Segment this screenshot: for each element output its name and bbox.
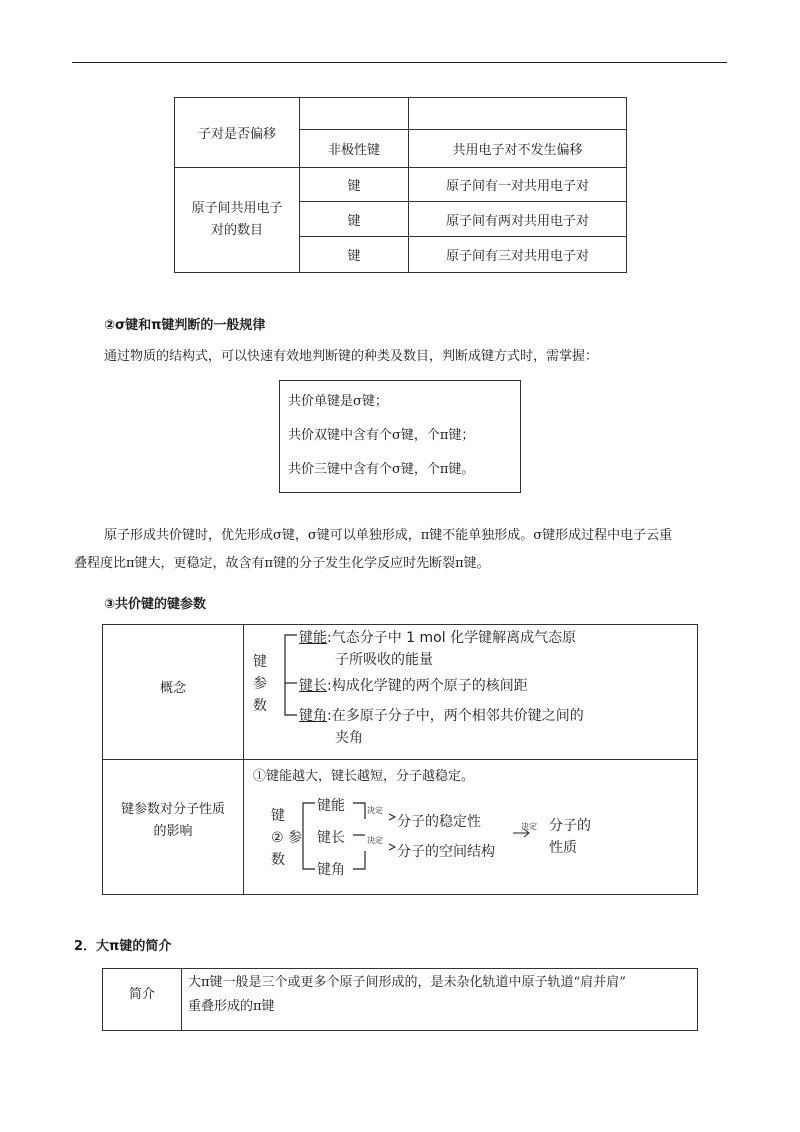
diagram1-left-label [253, 651, 267, 717]
sigma-pi-rule-heading: ②σ键和π键判断的一般规律 [104, 318, 266, 333]
bond-parameters-heading: ③共价键的键参数 [104, 597, 207, 612]
intro-text [182, 969, 698, 1031]
cell-three-pairs: 原子间有三对共用电子对 [409, 237, 627, 273]
diagram1-item3-cont: 夹角 [335, 730, 363, 746]
result-molecule: 分子的 [549, 818, 591, 834]
text-bond-energy: 气态分子中 1 mol 化学键解离成气态原 [331, 630, 577, 646]
large-pi-heading: 2．大π键的简介 [74, 939, 172, 954]
char-shu: 数 [253, 698, 267, 714]
diagram1-item1-cont: 子所吸收的能量 [335, 652, 433, 668]
char2-can: 参 [288, 830, 303, 846]
cell-pair-count [175, 168, 300, 273]
term2-bond-energy: 键能 [317, 798, 345, 814]
result-structure: 分子的空间结构 [397, 844, 495, 860]
rule-double-bond: 共价双键中含有个σ键，个π键； [288, 428, 475, 443]
rule-triple-bond: 共价三键中含有个σ键，个π键。 [288, 462, 475, 477]
header-rule [72, 62, 727, 63]
pair-count-line1: 原子间共用电子 [191, 201, 283, 216]
point2-number: ② [271, 830, 284, 846]
sigma-pi-intro: 通过物质的结构式，可以快速有效地判断键的种类及数目，判断成键方式时，需掌握： [104, 349, 599, 364]
char-jian: 键 [253, 654, 267, 670]
cell-no-shift: 共用电子对不发生偏移 [409, 130, 627, 168]
cell-two-pairs: 原子间有两对共用电子对 [409, 202, 627, 237]
result-stability: 分子的稳定性 [397, 814, 481, 830]
effect-label-line2: 的影响 [153, 824, 193, 839]
term2-bond-angle: 键角 [317, 862, 345, 878]
cell-triple-bond: 键 [300, 237, 409, 273]
term-bond-length: 键长 [299, 678, 327, 694]
decide-label-3: 决定 [521, 822, 537, 831]
bond-rules-box [279, 380, 521, 493]
bond-parameters-table [102, 624, 698, 895]
cell-empty-2 [409, 98, 627, 130]
effect-label-line1: 键参数对分子性质 [120, 802, 225, 817]
cell-nonpolar-bond: 非极性键 [300, 130, 409, 168]
cell-empty-1 [300, 98, 409, 130]
sigma-pi-paragraph-line2: 叠程度比π键大，更稳定，故含有π键的分子发生化学反应时先断裂π键。 [74, 556, 490, 571]
pair-count-line2: 对的数目 [210, 223, 263, 238]
term-bond-angle: 键角 [299, 708, 327, 724]
diagram1-item3: 键角:在多原子分子中，两个相邻共价键之间的 [299, 708, 584, 724]
cell-one-pair: 原子间有一对共用电子对 [409, 168, 627, 202]
cell-single-bond: 键 [300, 168, 409, 202]
cell-double-bond: 键 [300, 202, 409, 237]
diagram1-item1: 键能:气态分子中 1 mol 化学键解离成气态原 [299, 630, 577, 646]
char-can: 参 [253, 676, 267, 692]
text-bond-angle: 在多原子分子中，两个相邻共价键之间的 [331, 708, 584, 724]
rule-single-bond: 共价单键是σ键； [288, 394, 388, 409]
intro-text-line1: 大π键一般是三个或更多个原子间形成的，是未杂化轨道中原子轨道“肩并肩” [188, 975, 626, 990]
cell-shared-pair-shift: 子对是否偏移 [175, 98, 300, 168]
result-property: 性质 [549, 840, 577, 856]
intro-text-line2: 重叠形成的π键 [188, 999, 275, 1014]
intro-label: 简介 [103, 969, 182, 1031]
decide-label-2: 决定 [367, 836, 383, 845]
bond-classification-table [174, 97, 627, 273]
char2-jian: 键 [271, 808, 285, 824]
term-bond-energy: 键能 [299, 630, 327, 646]
char2-shu: 数 [271, 852, 285, 868]
sigma-pi-paragraph-line1: 原子形成共价键时，优先形成σ键，σ键可以单独形成，π键不能单独形成。σ键形成过程中电子云重 [104, 528, 673, 543]
effect-point1: ①键能越大，键长越短，分子越稳定。 [253, 769, 475, 784]
text-bond-length: 构成化学键的两个原子的核间距 [331, 678, 528, 694]
large-pi-table [102, 968, 698, 1031]
concept-label: 概念 [159, 681, 186, 696]
diagram1-item2: 键长:构成化学键的两个原子的核间距 [299, 678, 528, 694]
decide-label-1: 决定 [367, 806, 383, 815]
term2-bond-length: 键长 [317, 830, 345, 846]
table-row-divider [103, 759, 697, 760]
effect-label [103, 799, 243, 843]
